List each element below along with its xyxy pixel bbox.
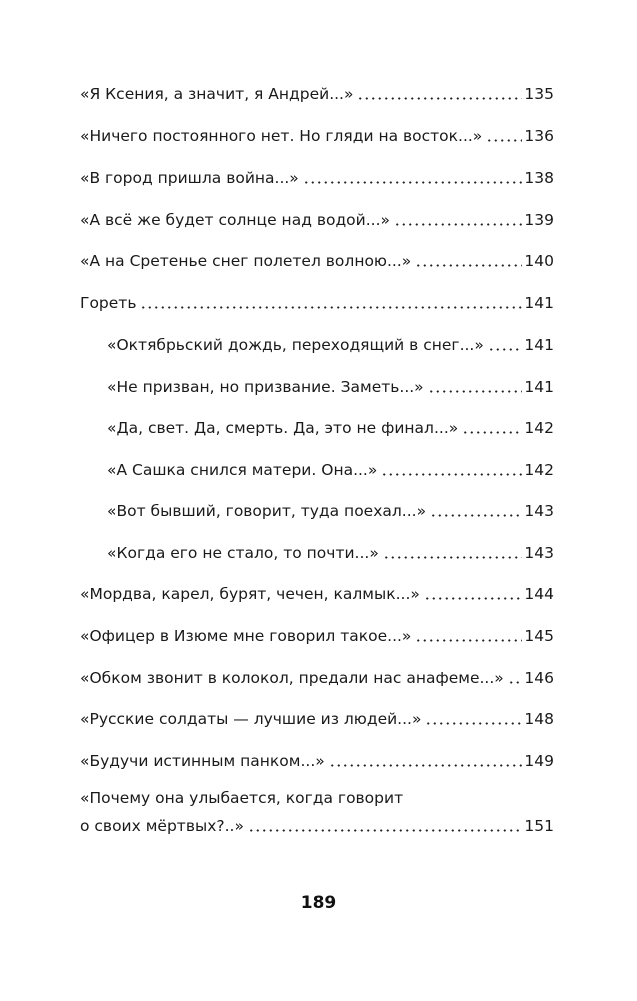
toc-entry-page: 143 bbox=[524, 502, 554, 520]
page-number: 189 bbox=[300, 893, 337, 913]
dot-leader bbox=[140, 306, 522, 309]
toc-section-entry bbox=[80, 287, 554, 313]
dot-leader bbox=[248, 829, 522, 832]
toc-subentry bbox=[107, 495, 554, 521]
dot-leader bbox=[357, 97, 522, 100]
toc-entry bbox=[80, 620, 554, 646]
toc-entry bbox=[80, 120, 554, 146]
toc-entry-page: 142 bbox=[524, 419, 554, 437]
dot-leader bbox=[415, 264, 522, 267]
toc-entry-title: «Офицер в Изюме мне говорил такое...» bbox=[80, 627, 412, 645]
toc-entry-title-line1: «Почему она улыбается, когда говорит bbox=[80, 789, 404, 807]
dot-leader bbox=[428, 390, 523, 393]
toc-entry-line2 bbox=[80, 810, 554, 836]
toc-entry-title: «Обком звонит в колокол, предали нас анафеме...» bbox=[80, 669, 504, 687]
dot-leader bbox=[424, 597, 523, 600]
toc-entry bbox=[80, 578, 554, 604]
toc-entry-title: «Октябрьский дождь, переходящий в снег...» bbox=[107, 336, 484, 354]
toc-entry-page: 149 bbox=[524, 752, 554, 770]
dot-leader bbox=[303, 181, 523, 184]
toc-entry-title: «Ничего постоянного нет. Но гляди на восток...» bbox=[80, 127, 483, 145]
dot-leader bbox=[486, 139, 522, 142]
toc-entry-title: «Не призван, но призвание. Заметь...» bbox=[107, 378, 424, 396]
toc-entry bbox=[80, 745, 554, 771]
dot-leader bbox=[383, 556, 523, 559]
dot-leader bbox=[381, 473, 522, 476]
dot-leader bbox=[462, 431, 522, 434]
dot-leader bbox=[425, 722, 522, 725]
toc-entry-page: 151 bbox=[524, 817, 554, 835]
dot-leader bbox=[488, 348, 523, 351]
toc-entry-title: «А Сашка снился матери. Она...» bbox=[107, 461, 378, 479]
toc-subentry bbox=[107, 329, 554, 355]
toc-entry-title: «Да, свет. Да, смерть. Да, это не финал...» bbox=[107, 419, 459, 437]
toc-subentry bbox=[107, 537, 554, 563]
toc-entry bbox=[80, 245, 554, 271]
toc-entry-page: 144 bbox=[524, 585, 554, 603]
toc-entry-title: «Будучи истинным панком...» bbox=[80, 752, 325, 770]
toc-entry-page: 141 bbox=[524, 378, 554, 396]
toc-entry bbox=[80, 78, 554, 104]
toc-entry-page: 139 bbox=[524, 211, 554, 229]
toc-entry-page: 141 bbox=[524, 294, 554, 312]
dot-leader bbox=[508, 681, 523, 684]
toc-section-title: Гореть bbox=[80, 294, 137, 312]
toc-entry-title: «Вот бывший, говорит, туда поехал...» bbox=[107, 502, 427, 520]
toc-entry-title: «В город пришла война...» bbox=[80, 169, 299, 187]
toc-entry bbox=[80, 662, 554, 688]
toc-entry-title-line2: о своих мёртвых?..» bbox=[80, 817, 244, 835]
toc-entry-page: 148 bbox=[524, 710, 554, 728]
toc-entry-title: «Мордва, карел, бурят, чечен, калмык...» bbox=[80, 585, 420, 603]
toc-entry-page: 142 bbox=[524, 461, 554, 479]
toc-entry-page: 136 bbox=[524, 127, 554, 145]
toc-entry bbox=[80, 162, 554, 188]
toc-entry bbox=[80, 703, 554, 729]
toc-entry-title: «Я Ксения, а значит, я Андрей...» bbox=[80, 85, 354, 103]
toc-subentry bbox=[107, 412, 554, 438]
toc-entry-page: 135 bbox=[524, 85, 554, 103]
toc-entry bbox=[80, 204, 554, 230]
toc-entry-page: 138 bbox=[524, 169, 554, 187]
toc-entry-title: «Русские солдаты — лучшие из людей...» bbox=[80, 710, 422, 728]
toc-entry-page: 140 bbox=[524, 252, 554, 270]
toc-entry-page: 145 bbox=[524, 627, 554, 645]
dot-leader bbox=[394, 223, 522, 226]
toc-entry-title: «Когда его не стало, то почти...» bbox=[107, 544, 379, 562]
dot-leader bbox=[415, 639, 522, 642]
toc-entry-page: 146 bbox=[524, 669, 554, 687]
toc-entry-page: 141 bbox=[524, 336, 554, 354]
dot-leader bbox=[430, 514, 522, 517]
toc-subentry bbox=[107, 454, 554, 480]
toc-entry-page: 143 bbox=[524, 544, 554, 562]
toc-subentry bbox=[107, 371, 554, 397]
dot-leader bbox=[329, 764, 523, 767]
toc-entry-title: «А на Сретенье снег полетел волною...» bbox=[80, 252, 412, 270]
toc-entry-title: «А всё же будет солнце над водой...» bbox=[80, 211, 390, 229]
